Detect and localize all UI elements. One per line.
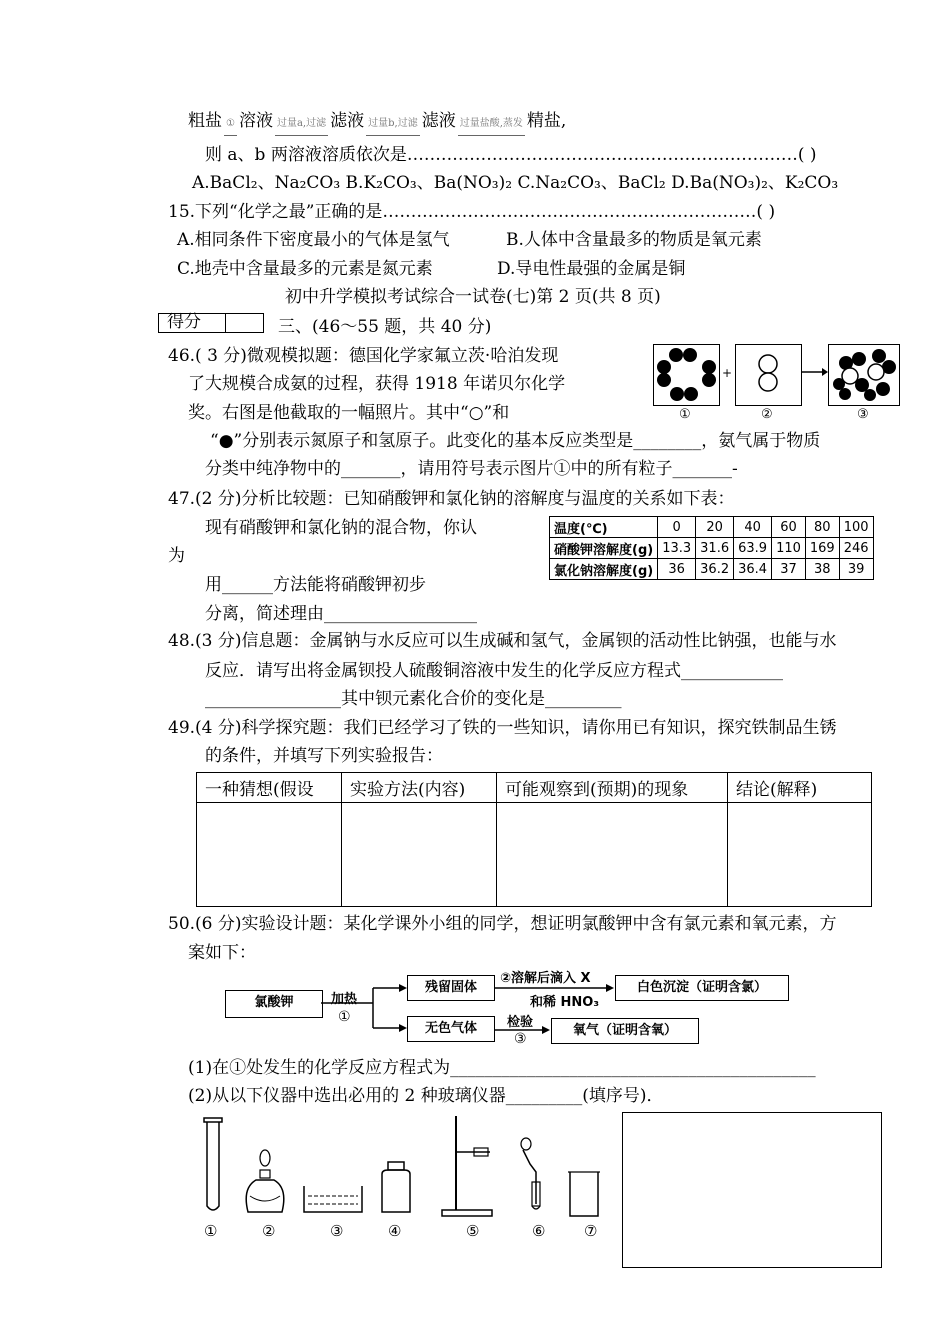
gas-collecting-bottle-icon	[382, 1162, 410, 1212]
answer-cell[interactable]	[497, 803, 728, 907]
q47-line1: 47.(2 分)分析比较题：已知硝酸钾和氯化钠的溶解度与温度的关系如下表：	[168, 489, 735, 509]
mixture-molecules-icon	[829, 345, 899, 405]
q15-stem: 15.下列“化学之最”正确的是…………………………………………………………( )	[168, 202, 776, 222]
answer-cell[interactable]	[728, 803, 872, 907]
table-cell: 36.4	[734, 559, 772, 580]
table-cell: 39	[839, 559, 873, 580]
molecule-label-1: ①	[679, 407, 691, 422]
table-row	[550, 517, 874, 538]
molecule-box-1	[653, 344, 720, 406]
q14-line1: 粗盐 ① 溶液 过量a,过滤 滤液 过量b,过滤 滤液 过量盐酸,蒸发 精盐,	[188, 110, 566, 136]
flow-white-precipitate-box: 白色沉淀（证明含氯）	[615, 975, 789, 1001]
apparatus-drawings	[190, 1112, 620, 1222]
table-cell: 31.6	[696, 538, 734, 559]
hydrogen-molecules-icon	[654, 345, 719, 405]
flow-start-box: 氯酸钾	[225, 990, 323, 1018]
table-header-cell: 一种猜想(假设	[197, 773, 342, 803]
q15-option-c: C.地壳中含量最多的元素是氮元素	[177, 259, 433, 279]
table-cell: 38	[805, 559, 839, 580]
q15-option-a: A.相同条件下密度最小的气体是氢气	[177, 230, 450, 250]
apparatus-label-7: ⑦	[584, 1222, 598, 1240]
molecule-box-3	[828, 344, 900, 406]
q50-line2: 案如下：	[188, 943, 256, 963]
q47-line4: 用______方法能将硝酸钾初步	[205, 575, 426, 595]
q46-line4: “●”分别表示氮原子和氢原子。此变化的基本反应类型是________，氨气属于物质	[210, 431, 821, 451]
table-row	[550, 559, 874, 580]
apparatus-label-2: ②	[262, 1222, 276, 1240]
reaction-arrow-icon	[802, 366, 828, 378]
flow-arrow-icon	[494, 1024, 550, 1036]
q47-line2: 现有硝酸钾和氯化钠的混合物，你认	[205, 518, 477, 538]
q15-option-d: D.导电性最强的金属是铜	[497, 259, 686, 279]
answer-cell[interactable]	[197, 803, 342, 907]
molecule-label-3: ③	[857, 407, 869, 422]
q14-options: A.BaCl₂、Na₂CO₃ B.K₂CO₃、Ba(NO₃)₂ C.Na₂CO₃、BaCl₂ D.Ba(NO₃)₂、K₂CO₃	[192, 173, 839, 193]
dropper-icon	[521, 1138, 540, 1209]
table-cell: 80	[805, 517, 839, 538]
table-header-cell: 实验方法(内容)	[342, 773, 497, 803]
flow-step1-label: ①	[338, 1009, 351, 1025]
apparatus-label-6: ⑥	[532, 1222, 546, 1240]
apparatus-label-4: ④	[388, 1222, 402, 1240]
apparatus-label-1: ①	[204, 1222, 218, 1240]
table-cell: 246	[839, 538, 873, 559]
score-label: 得分	[167, 312, 201, 332]
flow-arrow-icon	[494, 982, 614, 994]
table-cell: 硝酸钾溶解度(g)	[550, 538, 658, 559]
q48-line2: 反应．请写出将金属钡投人硫酸铜溶液中发生的化学反应方程式____________	[205, 661, 783, 681]
drawing-answer-box[interactable]	[622, 1112, 882, 1268]
table-cell: 60	[772, 517, 806, 538]
molecule-box-2	[735, 344, 802, 406]
q46-line3: 奖。右图是他截取的一幅照片。其中“○”和	[188, 403, 510, 423]
iron-stand-icon	[442, 1116, 492, 1216]
flow-heat-label: 加热	[331, 992, 358, 1007]
q46-line5: 分类中纯净物中的_______，请用符号表示图片①中的所有粒子_______-	[205, 459, 738, 479]
q14-line2: 则 a、b 两溶液溶质依次是……………………………………………………………( )	[205, 145, 817, 165]
table-cell: 36	[658, 559, 696, 580]
table-row	[197, 773, 872, 803]
flow-acid-label: 和稀 HNO₃	[530, 995, 600, 1010]
q49-line2: 的条件，并填写下列实验报告：	[205, 746, 443, 766]
section-3-heading: 三、(46～55 题，共 40 分)	[278, 317, 492, 337]
table-row	[197, 803, 872, 907]
q50-sub2: (2)从以下仪器中选出必用的 2 种玻璃仪器_________(填序号)．	[188, 1086, 664, 1106]
table-cell: 20	[696, 517, 734, 538]
alcohol-lamp-icon	[246, 1150, 284, 1212]
flow-dissolve-label: ②溶解后滴入 X	[500, 971, 591, 986]
flow-oxygen-box: 氧气（证明含氧）	[551, 1018, 699, 1044]
table-cell: 0	[658, 517, 696, 538]
apparatus-label-5: ⑤	[466, 1222, 480, 1240]
solubility-table	[549, 516, 874, 580]
plus-sign: +	[722, 366, 733, 380]
flow-step3-label: ③	[514, 1031, 527, 1047]
beaker-icon	[568, 1172, 600, 1216]
table-cell: 温度(℃)	[550, 517, 658, 538]
q46-line1: 46.( 3 分)微观模拟题：德国化学家氟立茨·哈泊发现	[168, 346, 559, 366]
table-cell: 100	[839, 517, 873, 538]
q47-line5: 分离，简述理由__________________	[205, 604, 477, 624]
q46-line2: 了大规模合成氨的过程，获得 1918 年诺贝尔化学	[188, 374, 566, 394]
q15-option-b: B.人体中含量最多的物质是氧元素	[506, 230, 762, 250]
table-cell: 169	[805, 538, 839, 559]
table-cell: 110	[772, 538, 806, 559]
table-cell: 40	[734, 517, 772, 538]
q49-line1: 49.(4 分)科学探究题：我们已经学习了铁的一些知识，请你用已有知识，探究铁制品生锈	[168, 718, 837, 738]
experiment-report-table	[196, 772, 872, 907]
q50-line1: 50.(6 分)实验设计题：某化学课外小组的同学，想证明氯酸钾中含有氯元素和氧元素，方	[168, 914, 837, 934]
table-cell: 氯化钠溶解度(g)	[550, 559, 658, 580]
apparatus-label-3: ③	[330, 1222, 344, 1240]
q47-line3: 为	[168, 546, 185, 566]
table-header-cell: 可能观察到(预期)的现象	[497, 773, 728, 803]
page-footer: 初中升学模拟考试综合一试卷(七)第 2 页(共 8 页)	[285, 287, 661, 307]
nitrogen-molecule-icon	[736, 345, 801, 405]
table-row	[550, 538, 874, 559]
table-cell: 36.2	[696, 559, 734, 580]
table-cell: 37	[772, 559, 806, 580]
flow-branch-arrows-icon	[321, 970, 407, 1040]
molecule-label-2: ②	[761, 407, 773, 422]
q50-sub1: (1)在①处发生的化学反应方程式为___________________________________________	[188, 1058, 816, 1078]
table-cell: 63.9	[734, 538, 772, 559]
q48-line1: 48.(3 分)信息题：金属钠与水反应可以生成碱和氢气，金属钡的活动性比钠强，也能与水	[168, 631, 837, 651]
water-trough-icon	[304, 1186, 362, 1212]
flow-test-label: 检验	[507, 1015, 534, 1030]
flow-gas-box: 无色气体	[407, 1016, 495, 1042]
q48-line3: ________________其中钡元素化合价的变化是_________	[205, 689, 622, 709]
test-tube-icon	[204, 1118, 222, 1210]
table-header-cell: 结论(解释)	[728, 773, 872, 803]
table-cell: 13.3	[658, 538, 696, 559]
flow-solid-box: 残留固体	[407, 975, 495, 1001]
score-box	[158, 313, 264, 333]
answer-cell[interactable]	[342, 803, 497, 907]
